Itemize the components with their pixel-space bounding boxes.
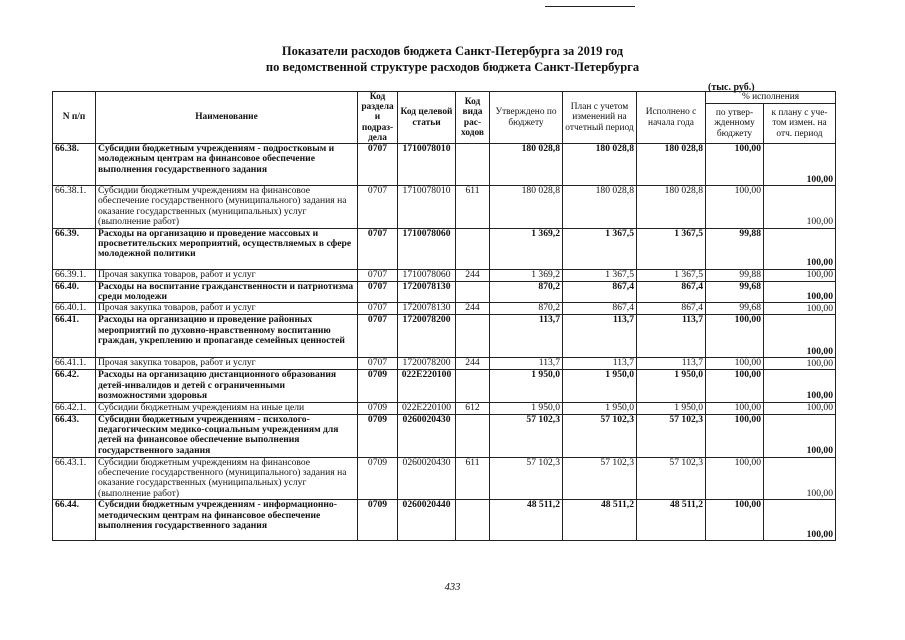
row-executed: 180 028,8 — [637, 144, 706, 186]
document-title-line1: Показатели расходов бюджета Санкт-Петербурга за 2019 год — [281, 44, 624, 58]
row-target-code: 022E220100 — [398, 402, 456, 414]
units-label: (тыс. руб.) — [708, 82, 755, 93]
table-row — [53, 269, 836, 281]
row-percent-approved: 100,00 — [706, 186, 764, 229]
row-target-code: 1720078130 — [398, 303, 456, 315]
row-number: 66.41. — [53, 315, 96, 358]
row-percent-plan: 100,00 — [764, 457, 836, 500]
row-expense-type: 244 — [456, 269, 490, 281]
row-approved: 1 950,0 — [490, 370, 563, 402]
row-plan: 867,4 — [563, 303, 637, 315]
row-expense-type: 611 — [456, 457, 490, 500]
row-name: Расходы на организацию и проведение районных мероприятий по духовно-нравственному воспитанию граждан, укреплению и пропаганде семейных ценностей — [96, 315, 358, 358]
header-name: Наименование — [96, 92, 358, 144]
row-number: 66.40. — [53, 281, 96, 303]
row-approved: 113,7 — [490, 315, 563, 358]
row-plan: 113,7 — [563, 358, 637, 370]
row-percent-approved: 100,00 — [706, 457, 764, 500]
row-section-code: 0707 — [358, 144, 398, 186]
row-number: 66.44. — [53, 500, 96, 541]
row-percent-plan: 100,00 — [764, 186, 836, 229]
table-body — [53, 144, 836, 541]
table-row — [53, 358, 836, 370]
row-section-code: 0709 — [358, 414, 398, 457]
row-executed: 113,7 — [637, 358, 706, 370]
row-plan: 48 511,2 — [563, 500, 637, 541]
row-executed: 867,4 — [637, 303, 706, 315]
row-plan: 1 950,0 — [563, 402, 637, 414]
budget-table — [52, 91, 836, 541]
row-executed: 1 950,0 — [637, 402, 706, 414]
row-name: Расходы на воспитание гражданственности и патриотизма среди молодежи — [96, 281, 358, 303]
row-percent-approved: 99,68 — [706, 303, 764, 315]
row-section-code: 0707 — [358, 186, 398, 229]
row-target-code: 1710078010 — [398, 186, 456, 229]
row-approved: 180 028,8 — [490, 186, 563, 229]
row-executed: 1 367,5 — [637, 269, 706, 281]
row-number: 66.43. — [53, 414, 96, 457]
row-name: Прочая закупка товаров, работ и услуг — [96, 269, 358, 281]
header-executed: Исполнено с начала года — [637, 92, 706, 144]
header-plan: План с учетом изменений на отчетный период — [563, 92, 637, 144]
row-plan: 1 950,0 — [563, 370, 637, 402]
row-plan: 57 102,3 — [563, 414, 637, 457]
row-percent-approved: 100,00 — [706, 358, 764, 370]
table-row — [53, 281, 836, 303]
row-plan: 57 102,3 — [563, 457, 637, 500]
row-percent-approved: 100,00 — [706, 500, 764, 541]
row-approved: 1 950,0 — [490, 402, 563, 414]
row-approved: 180 028,8 — [490, 144, 563, 186]
row-plan: 180 028,8 — [563, 186, 637, 229]
row-target-code: 1720078130 — [398, 281, 456, 303]
row-percent-plan: 100,00 — [764, 303, 836, 315]
row-percent-plan: 100,00 — [764, 402, 836, 414]
row-percent-plan: 100,00 — [764, 370, 836, 402]
row-target-code: 1710078060 — [398, 228, 456, 269]
row-percent-plan: 100,00 — [764, 269, 836, 281]
header-approved: Утверждено по бюджету — [490, 92, 563, 144]
header-target-code: Код целевой статьи — [398, 92, 456, 144]
row-section-code: 0707 — [358, 228, 398, 269]
header-percent-plan: к плану с уче-том измен. на отч. период — [764, 103, 836, 143]
row-name: Субсидии бюджетным учреждениям - психолого-педагогическим медико-социальным учреждениям для детей на финансовое обеспечение выполнения государственного задания — [96, 414, 358, 457]
row-executed: 1 367,5 — [637, 228, 706, 269]
row-approved: 57 102,3 — [490, 414, 563, 457]
row-approved: 870,2 — [490, 281, 563, 303]
table-row — [53, 457, 836, 500]
row-section-code: 0709 — [358, 500, 398, 541]
row-approved: 57 102,3 — [490, 457, 563, 500]
row-executed: 180 028,8 — [637, 186, 706, 229]
row-expense-type: 611 — [456, 186, 490, 229]
row-name: Субсидии бюджетным учреждениям - информационно-методическим центрам на финансовое обеспечение выполнения государственного задания — [96, 500, 358, 541]
row-section-code: 0707 — [358, 303, 398, 315]
row-percent-plan: 100,00 — [764, 315, 836, 358]
row-percent-approved: 99,88 — [706, 228, 764, 269]
row-percent-plan: 100,00 — [764, 414, 836, 457]
table-row — [53, 414, 836, 457]
row-name: Субсидии бюджетным учреждениям на финансовое обеспечение государственного (муниципального) задания на оказание государственных (муниципальных) услуг (выполнение работ) — [96, 186, 358, 229]
row-name: Прочая закупка товаров, работ и услуг — [96, 358, 358, 370]
row-expense-type — [456, 315, 490, 358]
row-name: Расходы на организацию и проведение массовых и просветительских мероприятий, осуществляемых в сфере молодежной политики — [96, 228, 358, 269]
row-percent-approved: 100,00 — [706, 370, 764, 402]
row-expense-type — [456, 414, 490, 457]
row-percent-approved: 100,00 — [706, 414, 764, 457]
row-expense-type: 244 — [456, 303, 490, 315]
row-number: 66.43.1. — [53, 457, 96, 500]
row-target-code: 0260020430 — [398, 457, 456, 500]
row-executed: 48 511,2 — [637, 500, 706, 541]
table-row — [53, 370, 836, 402]
row-percent-plan: 100,00 — [764, 281, 836, 303]
row-plan: 1 367,5 — [563, 269, 637, 281]
row-number: 66.39.1. — [53, 269, 96, 281]
table-row — [53, 402, 836, 414]
row-section-code: 0709 — [358, 402, 398, 414]
header-section-code: Код раздела и подраз-дела — [358, 92, 398, 144]
row-percent-approved: 100,00 — [706, 402, 764, 414]
row-percent-plan: 100,00 — [764, 144, 836, 186]
row-expense-type: 612 — [456, 402, 490, 414]
page-number: 433 — [444, 582, 461, 593]
row-percent-approved: 100,00 — [706, 315, 764, 358]
row-number: 66.38. — [53, 144, 96, 186]
row-number: 66.39. — [53, 228, 96, 269]
row-section-code: 0707 — [358, 269, 398, 281]
document-title-line2: по ведомственной структуре расходов бюджета Санкт-Петербурга — [265, 60, 640, 74]
row-target-code: 1710078060 — [398, 269, 456, 281]
row-expense-type — [456, 228, 490, 269]
header-percent-approved: по утвер-жденному бюджету — [706, 103, 764, 143]
row-approved: 1 369,2 — [490, 269, 563, 281]
row-expense-type — [456, 144, 490, 186]
row-name: Расходы на организацию дистанционного образования детей-инвалидов и детей с ограниченными возможностями здоровья — [96, 370, 358, 402]
row-expense-type — [456, 281, 490, 303]
row-target-code: 1720078200 — [398, 315, 456, 358]
row-number: 66.42. — [53, 370, 96, 402]
row-expense-type: 244 — [456, 358, 490, 370]
row-name: Субсидии бюджетным учреждениям на финансовое обеспечение государственного (муниципального) задания на оказание государственных (муниципальных) услуг (выполнение работ) — [96, 457, 358, 500]
top-rule — [545, 6, 635, 7]
row-number: 66.40.1. — [53, 303, 96, 315]
row-section-code: 0709 — [358, 370, 398, 402]
header-num: N п/п — [53, 92, 96, 144]
table-header — [53, 92, 836, 144]
table-row — [53, 500, 836, 541]
row-percent-plan: 100,00 — [764, 358, 836, 370]
row-target-code: 0260020430 — [398, 414, 456, 457]
row-percent-plan: 100,00 — [764, 500, 836, 541]
row-executed: 113,7 — [637, 315, 706, 358]
row-name: Субсидии бюджетным учреждениям на иные цели — [96, 402, 358, 414]
row-name: Субсидии бюджетным учреждениям - подростковым и молодежным центрам на финансовое обеспечение выполнения государственного задания — [96, 144, 358, 186]
row-plan: 867,4 — [563, 281, 637, 303]
row-executed: 1 950,0 — [637, 370, 706, 402]
row-plan: 113,7 — [563, 315, 637, 358]
row-plan: 1 367,5 — [563, 228, 637, 269]
row-target-code: 022E220100 — [398, 370, 456, 402]
row-approved: 113,7 — [490, 358, 563, 370]
row-section-code: 0709 — [358, 457, 398, 500]
row-plan: 180 028,8 — [563, 144, 637, 186]
row-name: Прочая закупка товаров, работ и услуг — [96, 303, 358, 315]
row-approved: 48 511,2 — [490, 500, 563, 541]
table-row — [53, 144, 836, 186]
row-number: 66.41.1. — [53, 358, 96, 370]
row-number: 66.38.1. — [53, 186, 96, 229]
row-approved: 1 369,2 — [490, 228, 563, 269]
row-percent-plan: 100,00 — [764, 228, 836, 269]
row-expense-type — [456, 370, 490, 402]
row-percent-approved: 100,00 — [706, 144, 764, 186]
row-percent-approved: 99,68 — [706, 281, 764, 303]
header-percent-group: % исполнения — [706, 92, 836, 104]
row-number: 66.42.1. — [53, 402, 96, 414]
row-section-code: 0707 — [358, 281, 398, 303]
row-section-code: 0707 — [358, 358, 398, 370]
row-percent-approved: 99,88 — [706, 269, 764, 281]
row-target-code: 1710078010 — [398, 144, 456, 186]
row-executed: 867,4 — [637, 281, 706, 303]
row-expense-type — [456, 500, 490, 541]
row-executed: 57 102,3 — [637, 414, 706, 457]
table-row — [53, 186, 836, 229]
row-target-code: 1720078200 — [398, 358, 456, 370]
table-row — [53, 315, 836, 358]
header-expense-type-code: Код вида рас-ходов — [456, 92, 490, 144]
row-target-code: 0260020440 — [398, 500, 456, 541]
row-approved: 870,2 — [490, 303, 563, 315]
table-row — [53, 303, 836, 315]
row-section-code: 0707 — [358, 315, 398, 358]
table-row — [53, 228, 836, 269]
row-executed: 57 102,3 — [637, 457, 706, 500]
